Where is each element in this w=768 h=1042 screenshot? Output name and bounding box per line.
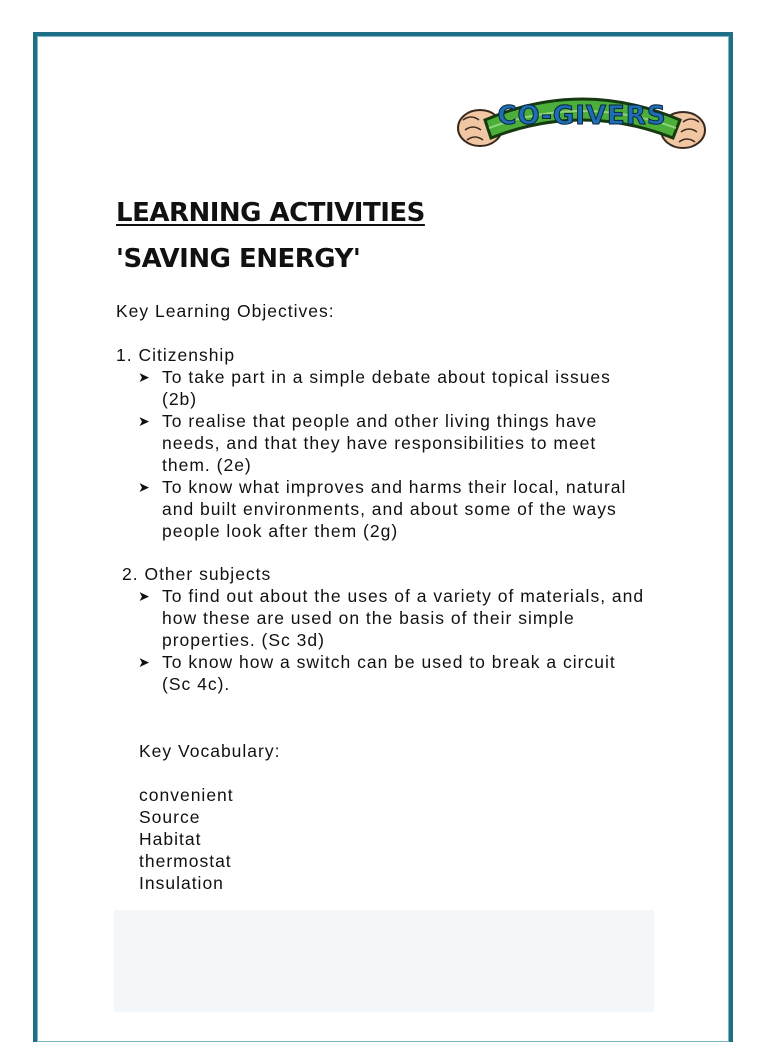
list-item: ➤ To know what improves and harms their local, natural and built environments, and about some of the ways people look after them (2g) xyxy=(138,477,627,541)
vocabulary-item: Habitat xyxy=(139,829,202,849)
vocabulary-item: Source xyxy=(139,807,201,827)
vocabulary-heading: Key Vocabulary: xyxy=(139,741,281,761)
citizenship-list xyxy=(138,366,648,542)
vocabulary-item: convenient xyxy=(139,785,234,805)
arrow-bullet-icon: ➤ xyxy=(138,588,151,604)
other-subjects-list xyxy=(138,585,648,695)
list-item: ➤ To realise that people and other living things have needs, and that they have responsibilities to meet them. (2e) xyxy=(138,411,598,475)
vocabulary-item: Insulation xyxy=(139,873,224,893)
page-subtitle: 'SAVING ENERGY' xyxy=(116,244,361,274)
list-item: ➤ To take part in a simple debate about topical issues (2b) xyxy=(138,367,611,409)
arrow-bullet-icon: ➤ xyxy=(138,413,151,429)
vocabulary-item: thermostat xyxy=(139,851,232,871)
section-heading-citizenship: 1. Citizenship xyxy=(116,345,236,365)
list-item: ➤ To know how a switch can be used to break a circuit (Sc 4c). xyxy=(138,652,616,694)
arrow-bullet-icon: ➤ xyxy=(138,654,151,670)
page-title: LEARNING ACTIVITIES xyxy=(116,198,425,228)
empty-panel xyxy=(114,910,654,1012)
section-heading-other-subjects: 2. Other subjects xyxy=(122,564,272,584)
arrow-bullet-icon: ➤ xyxy=(138,369,151,385)
list-item: ➤ To find out about the uses of a variety of materials, and how these are used on the basis of their simple properties. (Sc 3d) xyxy=(138,586,645,650)
co-givers-logo xyxy=(455,80,710,160)
arrow-bullet-icon: ➤ xyxy=(138,479,151,495)
logo-text: CO-GIVERS xyxy=(497,101,667,131)
objectives-heading: Key Learning Objectives: xyxy=(116,301,335,321)
vocabulary-list xyxy=(139,784,234,894)
